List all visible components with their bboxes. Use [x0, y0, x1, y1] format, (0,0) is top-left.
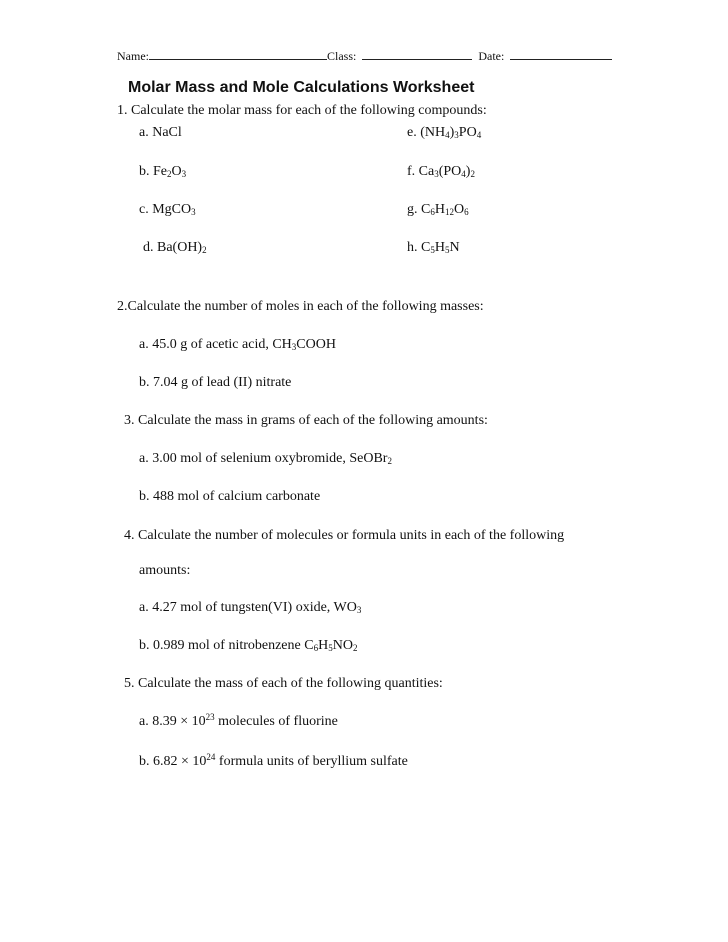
q1-item: b. $Fe_2O_3$ — [139, 164, 187, 179]
q4-prompt: 4. Calculate the number of molecules or formula units in each of the following — [124, 528, 565, 543]
q2-item: a. 45.0 g of acetic acid, $CH_3COOH$ — [139, 337, 336, 352]
header-fields — [117, 48, 612, 64]
q3-prompt: 3. Calculate the mass in grams of each of the following amounts: — [124, 413, 488, 428]
q2-item: b. 7.04 g of lead (II) nitrate — [139, 375, 292, 390]
q4-item: b. 0.989 mol of nitrobenzene $C_6H_5NO_2$ — [139, 638, 358, 653]
q3-item: b. 488 mol of calcium carbonate — [139, 489, 321, 504]
q5-prompt: 5. Calculate the mass of each of the following quantities: — [124, 676, 443, 691]
q1-prompt: 1. Calculate the molar mass for each of the following compounds: — [117, 103, 487, 118]
name-blank[interactable] — [149, 48, 327, 60]
date-blank[interactable] — [510, 48, 612, 60]
worksheet-title: Molar Mass and Mole Calculations Worksheet — [128, 79, 475, 96]
q1-item: c. MgCO$_3$ — [139, 202, 196, 217]
name-label: Name: — [117, 49, 149, 63]
q3-item: a. 3.00 mol of selenium oxybromide, SeOBr$_2$ — [139, 451, 392, 466]
q1-item: a. NaCl — [139, 125, 182, 140]
date-label: Date: — [478, 49, 505, 63]
class-blank[interactable] — [362, 48, 472, 60]
q2-prompt: 2.Calculate the number of moles in each of the following masses: — [117, 299, 484, 314]
q5-item: a. $8.39 \times 10^{23}$ molecules of fluorine — [139, 712, 338, 729]
q1-item: d. $Ba(OH)_2$ — [143, 240, 207, 255]
q1-item: g. $C_6H_{12}O_6$ — [407, 202, 469, 217]
q1-item: e. $(NH_4)_3PO_4$ — [407, 125, 482, 140]
q4-item: a. 4.27 mol of tungsten(VI) oxide, $WO_3$ — [139, 600, 362, 615]
q1-item: h. $C_5H_5N$ — [407, 240, 460, 255]
class-label: Class: — [327, 49, 357, 63]
q4-prompt-cont: amounts: — [139, 563, 191, 578]
q1-item: f. $Ca_3(PO_4)_2$ — [407, 164, 475, 179]
q5-item: b. $6.82 \times 10^{24}$ formula units of beryllium sulfate — [139, 752, 408, 769]
